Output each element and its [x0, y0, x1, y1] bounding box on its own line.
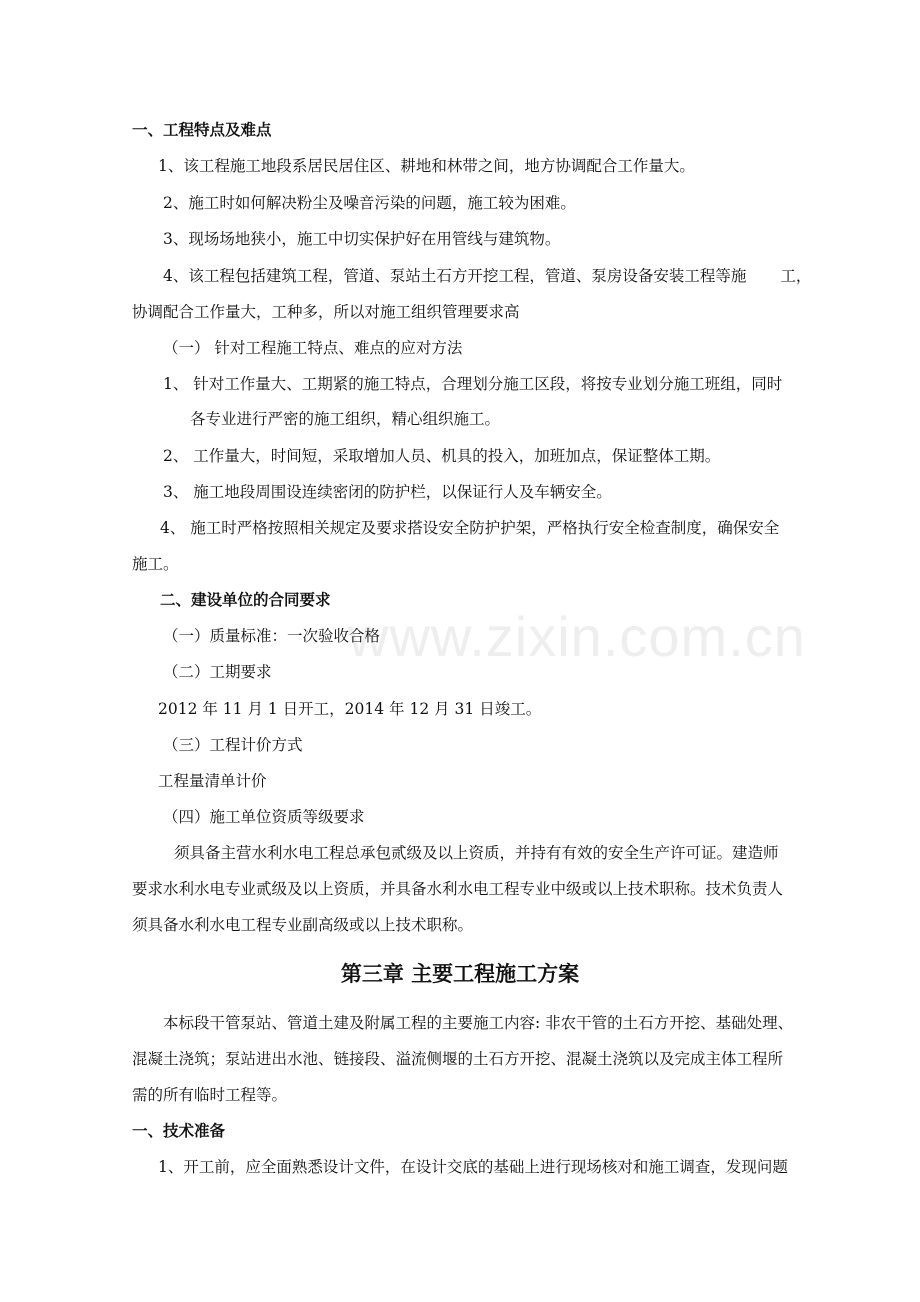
section1-item-3: 3、现场场地狭小，施工中切实保护好在用管线与建筑物。	[163, 230, 561, 248]
schedule-label: （二）工期要求	[163, 663, 272, 681]
pricing-text: 工程量清单计价	[158, 772, 267, 790]
section2-heading: 二、建设单位的合同要求	[160, 591, 331, 609]
section1-item-2: 2、施工时如何解决粉尘及噪音污染的问题，施工较为困难。	[163, 194, 576, 212]
item4-text-end: 工，	[780, 267, 812, 285]
qualification-line2: 要求水利水电专业贰级及以上资质，并具备水利水电工程专业中级或以上技术职称。技术负责人	[132, 880, 784, 898]
measure-2: 2、 工作量大，时间短，采取增加人员、机具的投入，加班加点，保证整体工期。	[163, 447, 721, 465]
measure-4-line2: 施工。	[132, 555, 179, 573]
qualification-line1: 须具备主营水利水电工程总承包贰级及以上资质，并持有有效的安全生产许可证。建造师	[174, 844, 779, 862]
tech-prep-heading: 一、技术准备	[132, 1122, 226, 1140]
chapter-intro-line2: 混凝土浇筑；泵站进出水池、链接段、溢流侧堰的土石方开挖、混凝土浇筑以及完成主体工程所	[132, 1050, 784, 1068]
schedule-text: 2012 年 11 月 1 日开工，2014 年 12 月 31 日竣工。	[158, 700, 542, 718]
qualification-label: （四）施工单位资质等级要求	[163, 808, 365, 826]
measure-1-line1: 1、 针对工作量大、工期紧的施工特点，合理划分施工区段，将按专业划分施工班组，同时	[163, 375, 783, 393]
measures-heading: （一） 针对工程施工特点、难点的应对方法	[163, 339, 463, 357]
tech-prep-item-1: 1、开工前，应全面熟悉设计文件，在设计交底的基础上进行现场核对和施工调查，发现问题	[158, 1158, 788, 1176]
chapter-title: 第三章 主要工程施工方案	[340, 962, 580, 986]
measure-4-line1: 4、 施工时严格按照相关规定及要求搭设安全防护护架，严格执行安全检查制度，确保安全	[160, 519, 780, 537]
chapter-intro-line3: 需的所有临时工程等。	[132, 1086, 288, 1104]
section1-item-1: 1、该工程施工地段系居民居住区、耕地和林带之间，地方协调配合工作量大。	[158, 157, 695, 175]
section1-heading: 一、工程特点及难点	[132, 121, 272, 139]
watermark: www.zixin.com.cn	[348, 605, 806, 668]
pricing-label: （三）工程计价方式	[163, 736, 303, 754]
qualification-line3: 须具备水利水电工程专业副高级或以上技术职称。	[132, 916, 474, 934]
item4-text: 4、该工程包括建筑工程，管道、泵站土石方开挖工程，管道、泵房设备安装工程等施	[163, 267, 747, 285]
chapter-intro-line1: 本标段干管泵站、管道土建及附属工程的主要施工内容: 非农干管的土石方开挖、基础处理、	[163, 1014, 794, 1032]
quality-label: （一）质量标准：一次验收合格	[163, 627, 381, 645]
measure-1-line2: 各专业进行严密的施工组织，精心组织施工。	[190, 410, 501, 428]
measure-3: 3、 施工地段周围设连续密闭的防护栏，以保证行人及车辆安全。	[163, 483, 612, 501]
section1-item-4-line1	[163, 266, 811, 286]
section1-item-4-line2: 协调配合工作量大，工种多，所以对施工组织管理要求高	[132, 303, 520, 321]
